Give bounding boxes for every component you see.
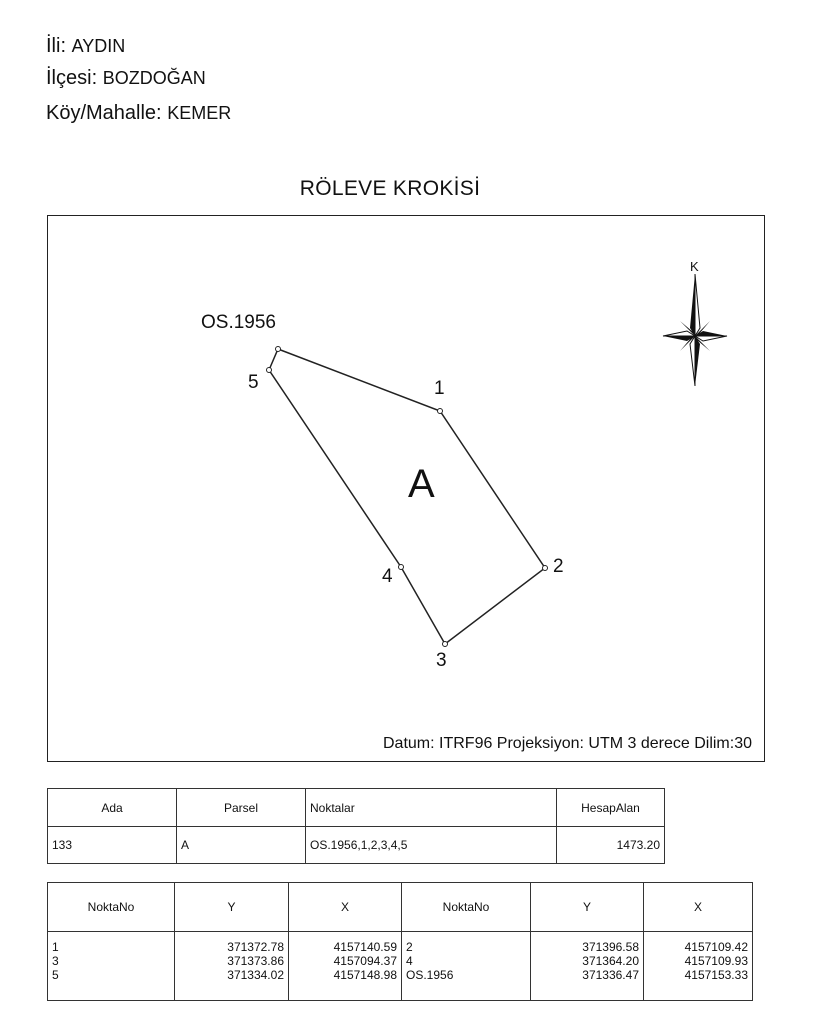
parcel-label: A bbox=[408, 462, 435, 506]
point-label-os1956: OS.1956 bbox=[201, 312, 276, 333]
cell-hesapalan: 1473.20 bbox=[557, 827, 665, 864]
column-header-noktano-right: NoktaNo bbox=[402, 883, 531, 932]
point-label-5: 5 bbox=[248, 372, 259, 393]
vertex-1 bbox=[438, 409, 443, 414]
vertex-3 bbox=[443, 642, 448, 647]
cell-y-right: 371396.58 371364.20 371336.47 bbox=[531, 932, 644, 1001]
cell-x-right: 4157109.42 4157109.93 4157153.33 bbox=[644, 932, 753, 1001]
parcel-table bbox=[47, 788, 665, 864]
sketch-map bbox=[47, 215, 765, 762]
table-header-row bbox=[48, 883, 753, 932]
village-line bbox=[46, 101, 231, 125]
point-label-2: 2 bbox=[553, 556, 564, 577]
point-label-1: 1 bbox=[434, 378, 445, 399]
column-header-y-left: Y bbox=[175, 883, 289, 932]
datum-text: Datum: ITRF96 Projeksiyon: UTM 3 derece Dilim:30 bbox=[383, 735, 752, 752]
point-label-4: 4 bbox=[382, 566, 393, 587]
village-value: KEMER bbox=[167, 103, 232, 123]
cell-ada: 133 bbox=[48, 827, 177, 864]
district-value: BOZDOĞAN bbox=[102, 68, 206, 88]
cell-parsel: A bbox=[177, 827, 306, 864]
parcel-boundary bbox=[269, 349, 545, 644]
vertex-2 bbox=[543, 566, 548, 571]
district-line bbox=[46, 66, 206, 90]
district-label: İlçesi: bbox=[46, 67, 98, 89]
point-label-3: 3 bbox=[436, 650, 447, 671]
cell-y-left: 371372.78 371373.86 371334.02 bbox=[175, 932, 289, 1001]
column-header-hesapalan: HesapAlan bbox=[557, 789, 665, 827]
column-header-x-right: X bbox=[644, 883, 753, 932]
province-line bbox=[46, 34, 125, 58]
coordinate-table bbox=[47, 882, 753, 1001]
vertex-4 bbox=[399, 565, 404, 570]
column-header-noktano-left: NoktaNo bbox=[48, 883, 175, 932]
table-header-row bbox=[48, 789, 665, 827]
cell-noktano-right: 2 4 OS.1956 bbox=[402, 932, 531, 1001]
table-row bbox=[48, 932, 753, 1001]
province-label: İli: bbox=[46, 35, 66, 57]
column-header-ada: Ada bbox=[48, 789, 177, 827]
table-row bbox=[48, 827, 665, 864]
cell-noktalar: OS.1956,1,2,3,4,5 bbox=[306, 827, 557, 864]
vertex-5 bbox=[267, 368, 272, 373]
village-label: Köy/Mahalle: bbox=[46, 102, 162, 124]
north-label: K bbox=[690, 259, 699, 274]
north-arrow-icon bbox=[663, 274, 727, 386]
cell-noktano-left: 1 3 5 bbox=[48, 932, 175, 1001]
page-title: RÖLEVE KROKİSİ bbox=[299, 177, 481, 200]
column-header-noktalar: Noktalar bbox=[306, 789, 557, 827]
cell-x-left: 4157140.59 4157094.37 4157148.98 bbox=[289, 932, 402, 1001]
column-header-x-left: X bbox=[289, 883, 402, 932]
column-header-y-right: Y bbox=[531, 883, 644, 932]
parcel-drawing bbox=[48, 216, 765, 762]
vertex-os1956 bbox=[276, 347, 281, 352]
province-value: AYDIN bbox=[71, 36, 126, 56]
column-header-parsel: Parsel bbox=[177, 789, 306, 827]
